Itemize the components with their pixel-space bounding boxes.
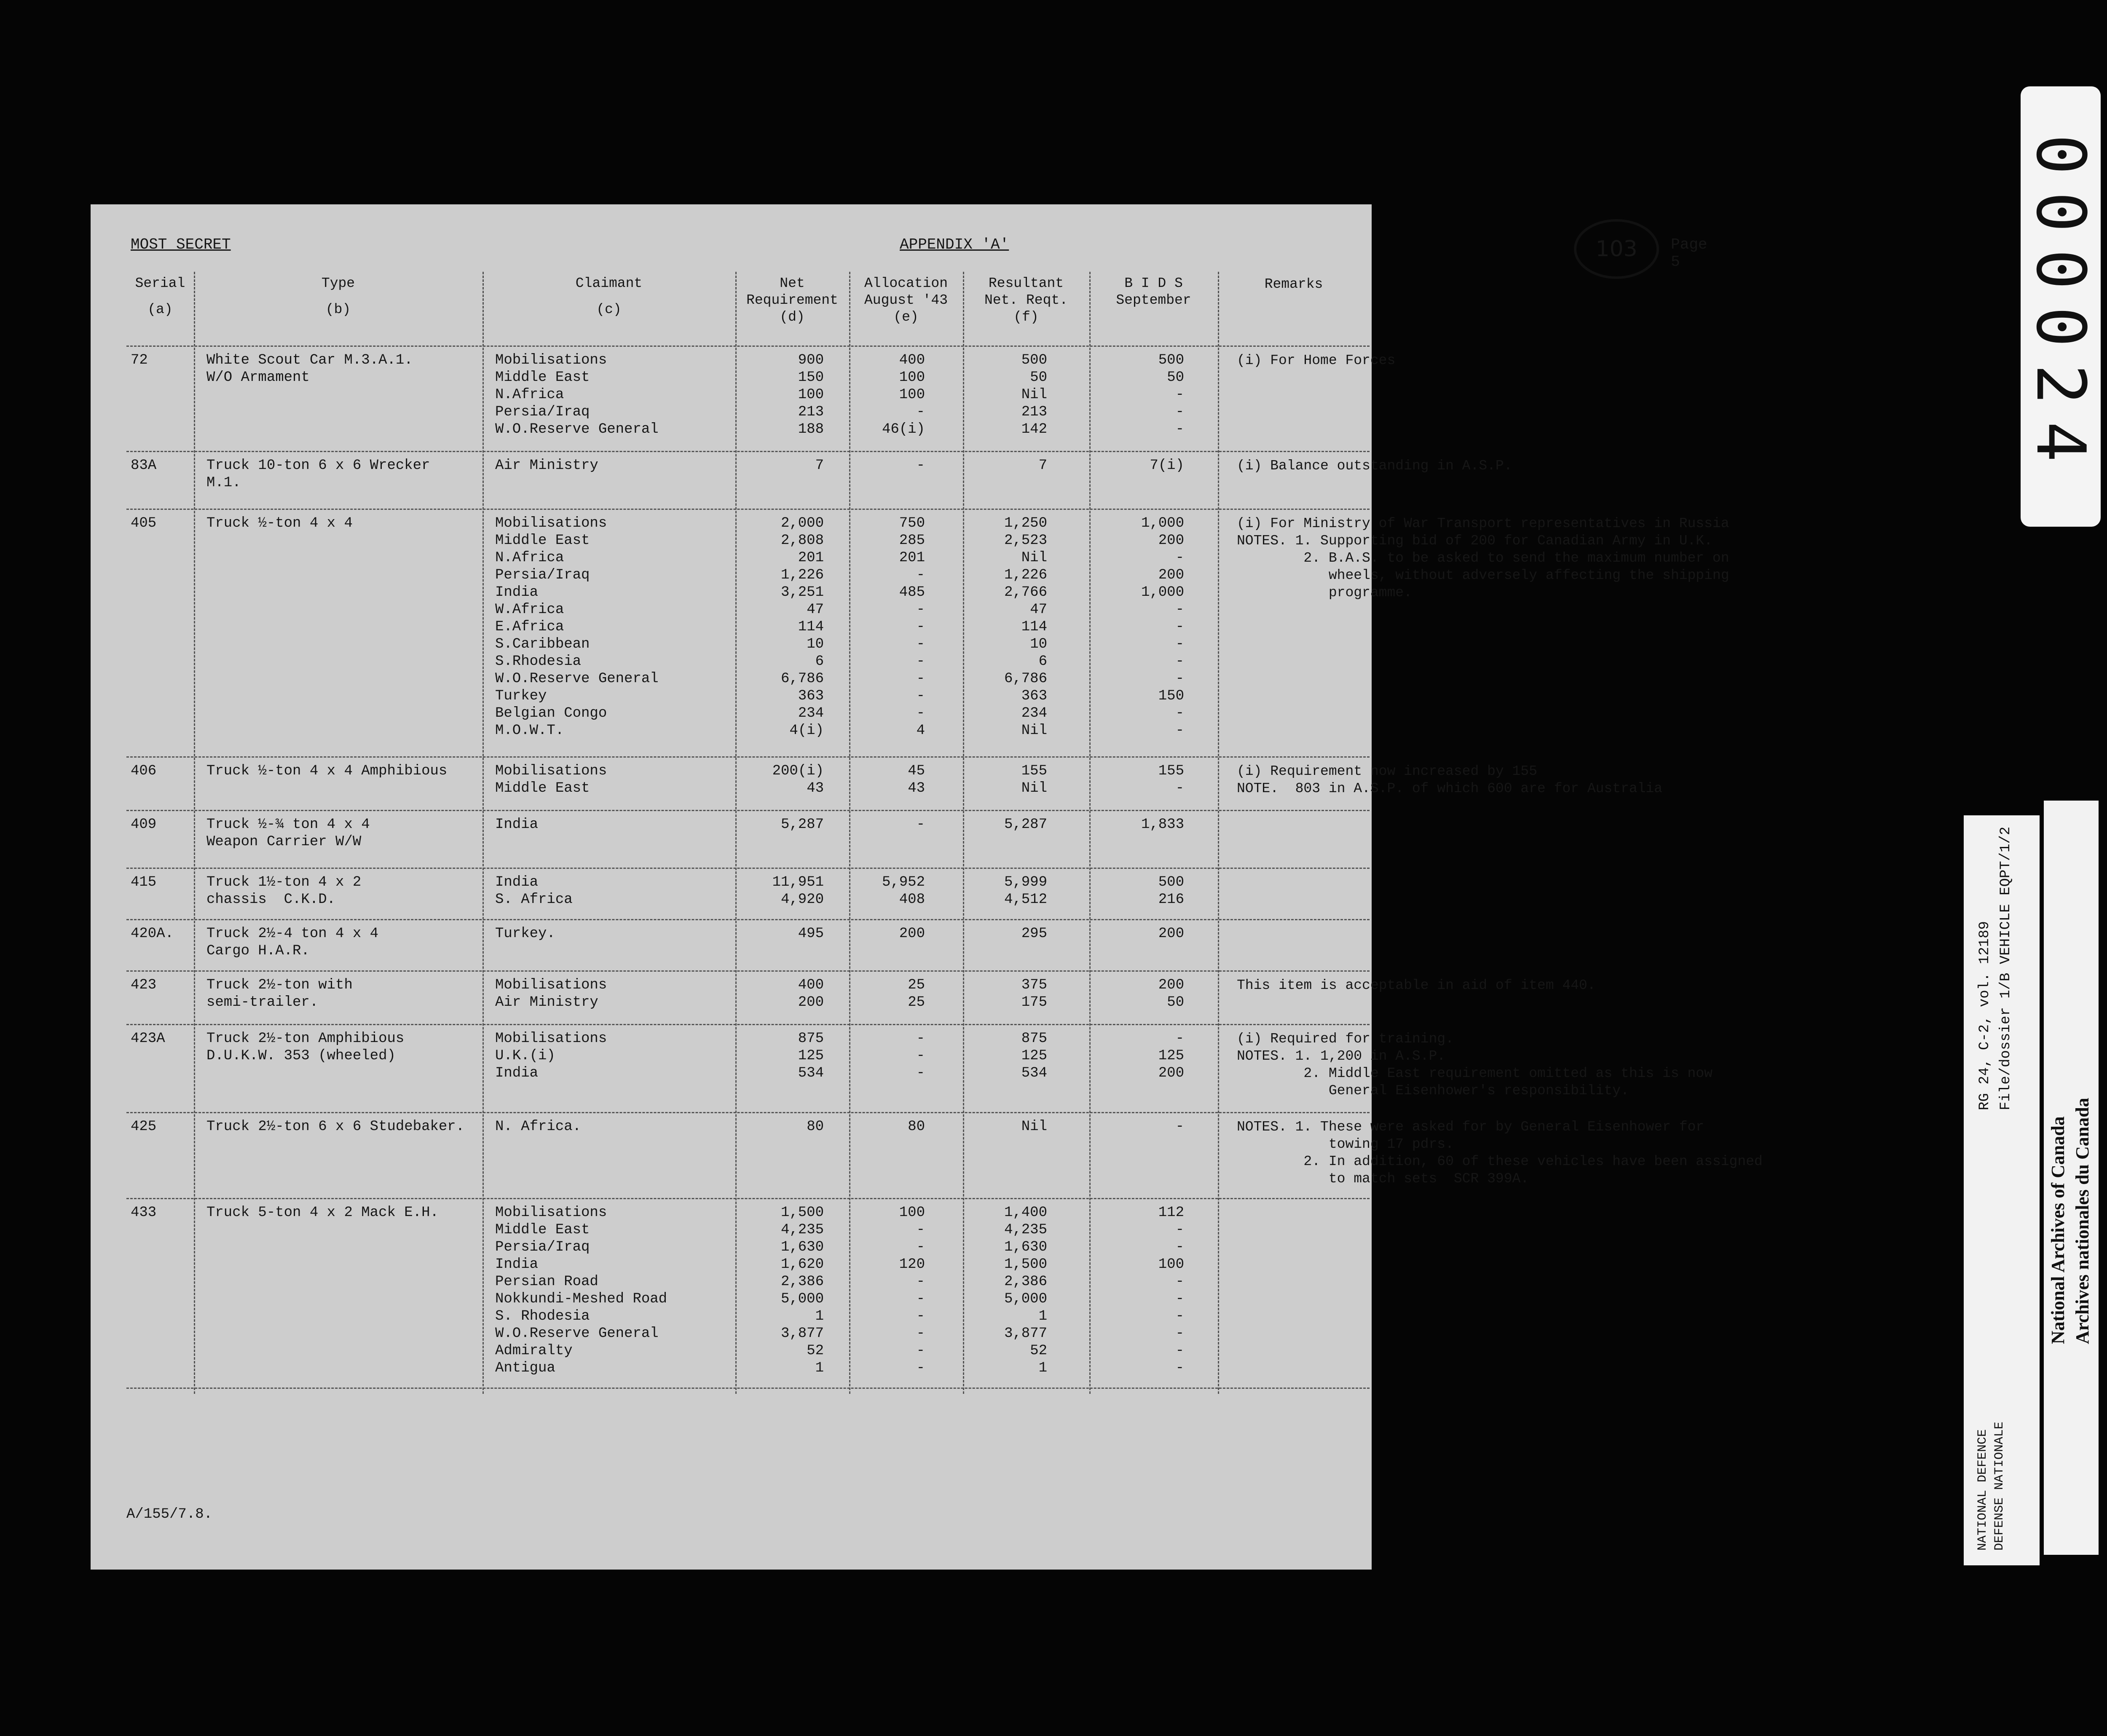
allocation: - — [916, 1031, 925, 1047]
allocation: - — [916, 1308, 925, 1324]
resultant-requirement: 1,630 — [1004, 1239, 1047, 1255]
row-serial: 406 — [131, 763, 157, 779]
resultant-requirement: 295 — [1021, 926, 1047, 942]
resultant-requirement: Nil — [1021, 550, 1047, 566]
vehicle-requirements-table — [126, 272, 1763, 1394]
bids-september: - — [1175, 780, 1184, 796]
bids-september: - — [1175, 705, 1184, 721]
row-divider — [126, 868, 1370, 869]
claimant: Middle East — [495, 1222, 590, 1238]
bids-september: 200 — [1158, 567, 1184, 583]
allocation: - — [916, 1326, 925, 1342]
net-requirement: 3,877 — [780, 1326, 824, 1342]
column-divider — [849, 272, 850, 1394]
allocation: 5,952 — [882, 874, 925, 890]
row-divider — [126, 810, 1370, 811]
allocation: 4 — [916, 723, 925, 739]
claimant: Air Ministry — [495, 458, 598, 474]
allocation: 408 — [899, 892, 925, 908]
column-key: (c) — [596, 302, 622, 317]
net-requirement: 1,620 — [780, 1256, 824, 1273]
archive-stamp — [2021, 86, 2101, 527]
column-header: Claimant — [575, 276, 643, 291]
row-serial: 420A. — [131, 926, 174, 942]
claimant: W.O.Reserve General — [495, 1326, 659, 1342]
bids-september: 216 — [1158, 892, 1184, 908]
claimant: N.Africa — [495, 387, 564, 403]
net-requirement: 100 — [798, 387, 824, 403]
column-header: B I D S September — [1116, 276, 1191, 308]
row-divider — [126, 1112, 1370, 1113]
claimant: S.Caribbean — [495, 636, 590, 652]
row-type: Truck 1½-ton 4 x 2 chassis C.K.D. — [206, 874, 362, 908]
net-requirement: 1,630 — [780, 1239, 824, 1255]
row-remarks: NOTES. 1. These were asked for by General Eisenhower for towing 17 pdrs. 2. In addition, 60 of these vehicles have been assigned to match sets SCR 399A. — [1237, 1119, 1763, 1187]
allocation: - — [916, 1291, 925, 1307]
claimant: M.O.W.T. — [495, 723, 564, 739]
claimant: Middle East — [495, 370, 590, 386]
allocation: 100 — [899, 387, 925, 403]
net-requirement: 125 — [798, 1048, 824, 1064]
allocation: - — [916, 705, 925, 721]
bids-september: - — [1175, 421, 1184, 437]
resultant-requirement: 155 — [1021, 763, 1047, 779]
page-number: Page 5 — [1671, 236, 1708, 271]
row-type: Truck 2½-4 ton 4 x 4 Cargo H.A.R. — [206, 926, 379, 959]
bids-september: 1,000 — [1141, 515, 1184, 531]
allocation: 25 — [908, 994, 925, 1010]
claimant: Nokkundi-Meshed Road — [495, 1291, 667, 1307]
row-type: Truck ½-¾ ton 4 x 4 Weapon Carrier W/W — [206, 817, 370, 850]
bids-september: - — [1175, 1360, 1184, 1376]
claimant: Antigua — [495, 1360, 555, 1376]
resultant-requirement: 114 — [1021, 619, 1047, 635]
claimant: S. Rhodesia — [495, 1308, 590, 1324]
resultant-requirement: Nil — [1021, 780, 1047, 796]
allocation: 25 — [908, 977, 925, 993]
net-requirement: 875 — [798, 1031, 824, 1047]
bids-september: - — [1175, 1031, 1184, 1047]
column-header: Resultant Net. Reqt. — [984, 276, 1068, 308]
net-requirement: 534 — [798, 1065, 824, 1081]
net-requirement: 80 — [807, 1119, 824, 1135]
claimant: S.Rhodesia — [495, 654, 582, 670]
net-requirement: 6 — [815, 654, 824, 670]
claimant: Persia/Iraq — [495, 1239, 590, 1255]
net-requirement: 4,235 — [780, 1222, 824, 1238]
row-serial: 415 — [131, 874, 157, 890]
resultant-requirement: 6,786 — [1004, 671, 1047, 687]
resultant-requirement: 2,766 — [1004, 584, 1047, 600]
claimant: Persian Road — [495, 1274, 598, 1290]
allocation: - — [916, 1239, 925, 1255]
bids-september: - — [1175, 550, 1184, 566]
claimant: Admiralty — [495, 1343, 573, 1359]
bids-september: - — [1175, 619, 1184, 635]
bids-september: 1,000 — [1141, 584, 1184, 600]
agency-name: NATIONAL DEFENCE DEFENSE NATIONALE — [1976, 1421, 2007, 1551]
claimant: Air Ministry — [495, 994, 598, 1010]
net-requirement: 7 — [815, 458, 824, 474]
row-type: Truck 5-ton 4 x 2 Mack E.H. — [206, 1205, 439, 1221]
resultant-requirement: 1 — [1038, 1308, 1047, 1324]
net-requirement: 47 — [807, 602, 824, 618]
resultant-requirement: Nil — [1021, 1119, 1047, 1135]
net-requirement: 5,287 — [780, 817, 824, 833]
folio-circle — [1574, 219, 1659, 279]
bids-september: - — [1175, 1308, 1184, 1324]
bids-september: - — [1175, 636, 1184, 652]
net-requirement: 200 — [798, 994, 824, 1010]
net-requirement: 1,500 — [780, 1205, 824, 1221]
claimant: N.Africa — [495, 550, 564, 566]
resultant-requirement: 6 — [1038, 654, 1047, 670]
resultant-requirement: 10 — [1030, 636, 1047, 652]
bids-september: - — [1175, 723, 1184, 739]
column-key: (e) — [893, 309, 919, 325]
row-divider — [126, 1024, 1370, 1025]
resultant-requirement: 2,523 — [1004, 533, 1047, 549]
row-divider — [126, 756, 1370, 758]
allocation: - — [916, 654, 925, 670]
allocation: - — [916, 1048, 925, 1064]
allocation: 485 — [899, 584, 925, 600]
claimant: Persia/Iraq — [495, 567, 590, 583]
claimant: W.O.Reserve General — [495, 671, 659, 687]
row-type: White Scout Car M.3.A.1. W/O Armament — [206, 352, 413, 386]
bids-september: 200 — [1158, 1065, 1184, 1081]
column-divider — [194, 272, 195, 1394]
archives-label — [2044, 801, 2099, 1555]
row-serial: 423 — [131, 977, 157, 993]
net-requirement: 400 — [798, 977, 824, 993]
resultant-requirement: 5,000 — [1004, 1291, 1047, 1307]
net-requirement: 900 — [798, 352, 824, 368]
row-divider — [126, 919, 1370, 920]
bids-september: - — [1175, 1343, 1184, 1359]
column-header: Type — [321, 276, 355, 291]
claimant: India — [495, 817, 539, 833]
allocation: - — [916, 817, 925, 833]
claimant: Mobilisations — [495, 352, 607, 368]
row-remarks: (i) Requirement now increased by 155 NOTE. 803 in A.S.P. of which 600 are for Australia — [1237, 764, 1662, 796]
bids-september: 50 — [1167, 994, 1184, 1010]
resultant-requirement: 1,500 — [1004, 1256, 1047, 1273]
row-type: Truck 2½-ton Amphibious D.U.K.W. 353 (wheeled) — [206, 1031, 405, 1064]
stamp-number: 000024 — [2021, 134, 2100, 479]
net-requirement: 1 — [815, 1360, 824, 1376]
resultant-requirement: 5,999 — [1004, 874, 1047, 890]
bids-september: 112 — [1158, 1205, 1184, 1221]
bids-september: 1,833 — [1141, 817, 1184, 833]
row-type: Truck 10-ton 6 x 6 Wrecker M.1. — [206, 458, 430, 491]
row-remarks: This item is acceptable in aid of item 440. — [1237, 978, 1596, 993]
resultant-requirement: 363 — [1021, 688, 1047, 704]
allocation: - — [916, 1343, 925, 1359]
column-header: Net Requirement — [746, 276, 838, 308]
resultant-requirement: 7 — [1038, 458, 1047, 474]
bids-september: 500 — [1158, 874, 1184, 890]
bids-september: 50 — [1167, 370, 1184, 386]
bids-september: - — [1175, 404, 1184, 420]
allocation: - — [916, 1222, 925, 1238]
net-requirement: 201 — [798, 550, 824, 566]
column-key: (d) — [780, 309, 805, 325]
claimant: Mobilisations — [495, 1031, 607, 1047]
row-serial: 72 — [131, 352, 148, 368]
resultant-requirement: 52 — [1030, 1343, 1047, 1359]
bids-september: - — [1175, 671, 1184, 687]
net-requirement: 11,951 — [772, 874, 824, 890]
column-divider — [735, 272, 737, 1394]
net-requirement: 4,920 — [780, 892, 824, 908]
allocation: - — [916, 458, 925, 474]
row-divider — [126, 970, 1370, 972]
net-requirement: 495 — [798, 926, 824, 942]
net-requirement: 2,808 — [780, 533, 824, 549]
resultant-requirement: 4,512 — [1004, 892, 1047, 908]
claimant: Mobilisations — [495, 763, 607, 779]
claimant: S. Africa — [495, 892, 573, 908]
bids-september: - — [1175, 1291, 1184, 1307]
allocation: 43 — [908, 780, 925, 796]
allocation: - — [916, 1065, 925, 1081]
claimant: W.O.Reserve General — [495, 421, 659, 437]
net-requirement: 52 — [807, 1343, 824, 1359]
row-serial: 433 — [131, 1205, 157, 1221]
resultant-requirement: 47 — [1030, 602, 1047, 618]
row-serial: 405 — [131, 515, 157, 531]
bids-september: - — [1175, 387, 1184, 403]
claimant: Middle East — [495, 533, 590, 549]
allocation: - — [916, 671, 925, 687]
agency-text — [1974, 1422, 2008, 1551]
allocation: - — [916, 1274, 925, 1290]
row-serial: 83A — [131, 458, 157, 474]
allocation: - — [916, 602, 925, 618]
bids-september: 100 — [1158, 1256, 1184, 1273]
claimant: Mobilisations — [495, 977, 607, 993]
bids-september: - — [1175, 654, 1184, 670]
bids-september: - — [1175, 1222, 1184, 1238]
row-divider — [126, 1198, 1370, 1199]
row-divider — [126, 509, 1370, 510]
net-requirement: 4(i) — [789, 723, 824, 739]
net-requirement: 114 — [798, 619, 824, 635]
resultant-requirement: 1,250 — [1004, 515, 1047, 531]
row-serial: 423A — [131, 1031, 165, 1047]
row-type: Truck 2½-ton with semi-trailer. — [206, 977, 353, 1010]
claimant: U.K.(i) — [495, 1048, 555, 1064]
claimant: India — [495, 874, 539, 890]
column-header: Remarks — [1264, 276, 1323, 292]
bids-september: 200 — [1158, 926, 1184, 942]
resultant-requirement: 375 — [1021, 977, 1047, 993]
column-divider — [483, 272, 484, 1394]
resultant-requirement: 1,226 — [1004, 567, 1047, 583]
archive-reference: RG 24, C-2, vol. 12189 File/dossier 1/B VEHICLE EQPT/1/2 — [1977, 826, 2014, 1110]
resultant-requirement: 5,287 — [1004, 817, 1047, 833]
resultant-requirement: 142 — [1021, 421, 1047, 437]
row-serial: 409 — [131, 817, 157, 833]
net-requirement: 2,386 — [780, 1274, 824, 1290]
claimant: Middle East — [495, 780, 590, 796]
row-divider — [126, 451, 1370, 452]
net-requirement: 150 — [798, 370, 824, 386]
net-requirement: 363 — [798, 688, 824, 704]
appendix-title: APPENDIX 'A' — [900, 236, 1009, 253]
allocation: - — [916, 619, 925, 635]
document-page — [91, 204, 1763, 1570]
column-header: Allocation August '43 — [864, 276, 948, 308]
bids-september: 150 — [1158, 688, 1184, 704]
column-divider — [1218, 272, 1219, 1394]
classification-mark: MOST SECRET — [131, 236, 231, 253]
bids-september: - — [1175, 1119, 1184, 1135]
claimant: W.Africa — [495, 602, 564, 618]
footer-reference: A/155/7.8. — [126, 1506, 213, 1522]
claimant: Turkey. — [495, 926, 555, 942]
resultant-requirement: 125 — [1021, 1048, 1047, 1064]
header-divider — [126, 346, 1370, 347]
row-serial: 425 — [131, 1119, 157, 1135]
row-remarks: (i) Required for training. NOTES. 1. 1,200 in A.S.P. 2. Middle East requirement omitted as this is now General Eisenhower's responsibility. — [1237, 1031, 1713, 1098]
resultant-requirement: 175 — [1021, 994, 1047, 1010]
resultant-requirement: 534 — [1021, 1065, 1047, 1081]
bids-september: - — [1175, 1326, 1184, 1342]
allocation: 400 — [899, 352, 925, 368]
net-requirement: 6,786 — [780, 671, 824, 687]
net-requirement: 10 — [807, 636, 824, 652]
net-requirement: 3,251 — [780, 584, 824, 600]
claimant: India — [495, 1256, 539, 1273]
allocation: 120 — [899, 1256, 925, 1273]
bids-september: 125 — [1158, 1048, 1184, 1064]
allocation: 46(i) — [882, 421, 925, 437]
resultant-requirement: 500 — [1021, 352, 1047, 368]
column-divider — [1089, 272, 1091, 1394]
bids-september: 7(i) — [1150, 458, 1184, 474]
allocation: - — [916, 636, 925, 652]
claimant: Mobilisations — [495, 1205, 607, 1221]
claimant: Persia/Iraq — [495, 404, 590, 420]
resultant-requirement: 234 — [1021, 705, 1047, 721]
allocation: - — [916, 567, 925, 583]
resultant-requirement: 875 — [1021, 1031, 1047, 1047]
claimant: India — [495, 584, 539, 600]
resultant-requirement: 4,235 — [1004, 1222, 1047, 1238]
net-requirement: 200(i) — [772, 763, 824, 779]
resultant-requirement: 2,386 — [1004, 1274, 1047, 1290]
resultant-requirement: 1,400 — [1004, 1205, 1047, 1221]
resultant-requirement: 213 — [1021, 404, 1047, 420]
bids-september: - — [1175, 1239, 1184, 1255]
archive-reference-text — [1974, 827, 2016, 1110]
row-divider — [126, 1388, 1370, 1389]
net-requirement: 188 — [798, 421, 824, 437]
column-divider — [963, 272, 964, 1394]
row-type: Truck ½-ton 4 x 4 — [206, 515, 353, 531]
net-requirement: 234 — [798, 705, 824, 721]
archives-name: National Archives of Canada Archives nationales du Canada — [2048, 1098, 2093, 1344]
net-requirement: 2,000 — [780, 515, 824, 531]
archive-reference-label — [1964, 815, 2040, 1565]
claimant: Belgian Congo — [495, 705, 607, 721]
folio-number: 103 — [1595, 236, 1638, 262]
allocation: 45 — [908, 763, 925, 779]
claimant: India — [495, 1065, 539, 1081]
resultant-requirement: 50 — [1030, 370, 1047, 386]
claimant: Turkey — [495, 688, 547, 704]
net-requirement: 1,226 — [780, 567, 824, 583]
allocation: 80 — [908, 1119, 925, 1135]
bids-september: 500 — [1158, 352, 1184, 368]
allocation: - — [916, 1360, 925, 1376]
net-requirement: 43 — [807, 780, 824, 796]
bids-september: - — [1175, 1274, 1184, 1290]
allocation: 200 — [899, 926, 925, 942]
bids-september: 200 — [1158, 977, 1184, 993]
column-key: (f) — [1013, 309, 1039, 325]
net-requirement: 5,000 — [780, 1291, 824, 1307]
resultant-requirement: 3,877 — [1004, 1326, 1047, 1342]
row-type: Truck 2½-ton 6 x 6 Studebaker. — [206, 1119, 465, 1135]
row-remarks: (i) For Home Forces — [1237, 353, 1396, 368]
claimant: E.Africa — [495, 619, 564, 635]
allocation: 201 — [899, 550, 925, 566]
column-key: (a) — [147, 302, 173, 317]
claimant: Mobilisations — [495, 515, 607, 531]
bids-september: 200 — [1158, 533, 1184, 549]
row-remarks: (i) For Ministry of War Transport representatives in Russia NOTES. 1. Supporting bid of 200 for Canadian Army in U.K. 2. B.A.S. to be asked to send the maximum number on wheels, without adversely affecting the shipping programme. — [1237, 516, 1729, 600]
allocation: 750 — [899, 515, 925, 531]
column-key: (b) — [325, 302, 351, 317]
claimant: N. Africa. — [495, 1119, 582, 1135]
row-type: Truck ½-ton 4 x 4 Amphibious — [206, 763, 448, 779]
bids-september: - — [1175, 602, 1184, 618]
resultant-requirement: Nil — [1021, 723, 1047, 739]
allocation: - — [916, 688, 925, 704]
bids-september: 155 — [1158, 763, 1184, 779]
allocation: 285 — [899, 533, 925, 549]
net-requirement: 1 — [815, 1308, 824, 1324]
allocation: 100 — [899, 370, 925, 386]
column-header: Serial — [135, 276, 185, 291]
resultant-requirement: Nil — [1021, 387, 1047, 403]
allocation: - — [916, 404, 925, 420]
resultant-requirement: 1 — [1038, 1360, 1047, 1376]
net-requirement: 213 — [798, 404, 824, 420]
allocation: 100 — [899, 1205, 925, 1221]
row-remarks: (i) Balance outstanding in A.S.P. — [1237, 458, 1512, 474]
